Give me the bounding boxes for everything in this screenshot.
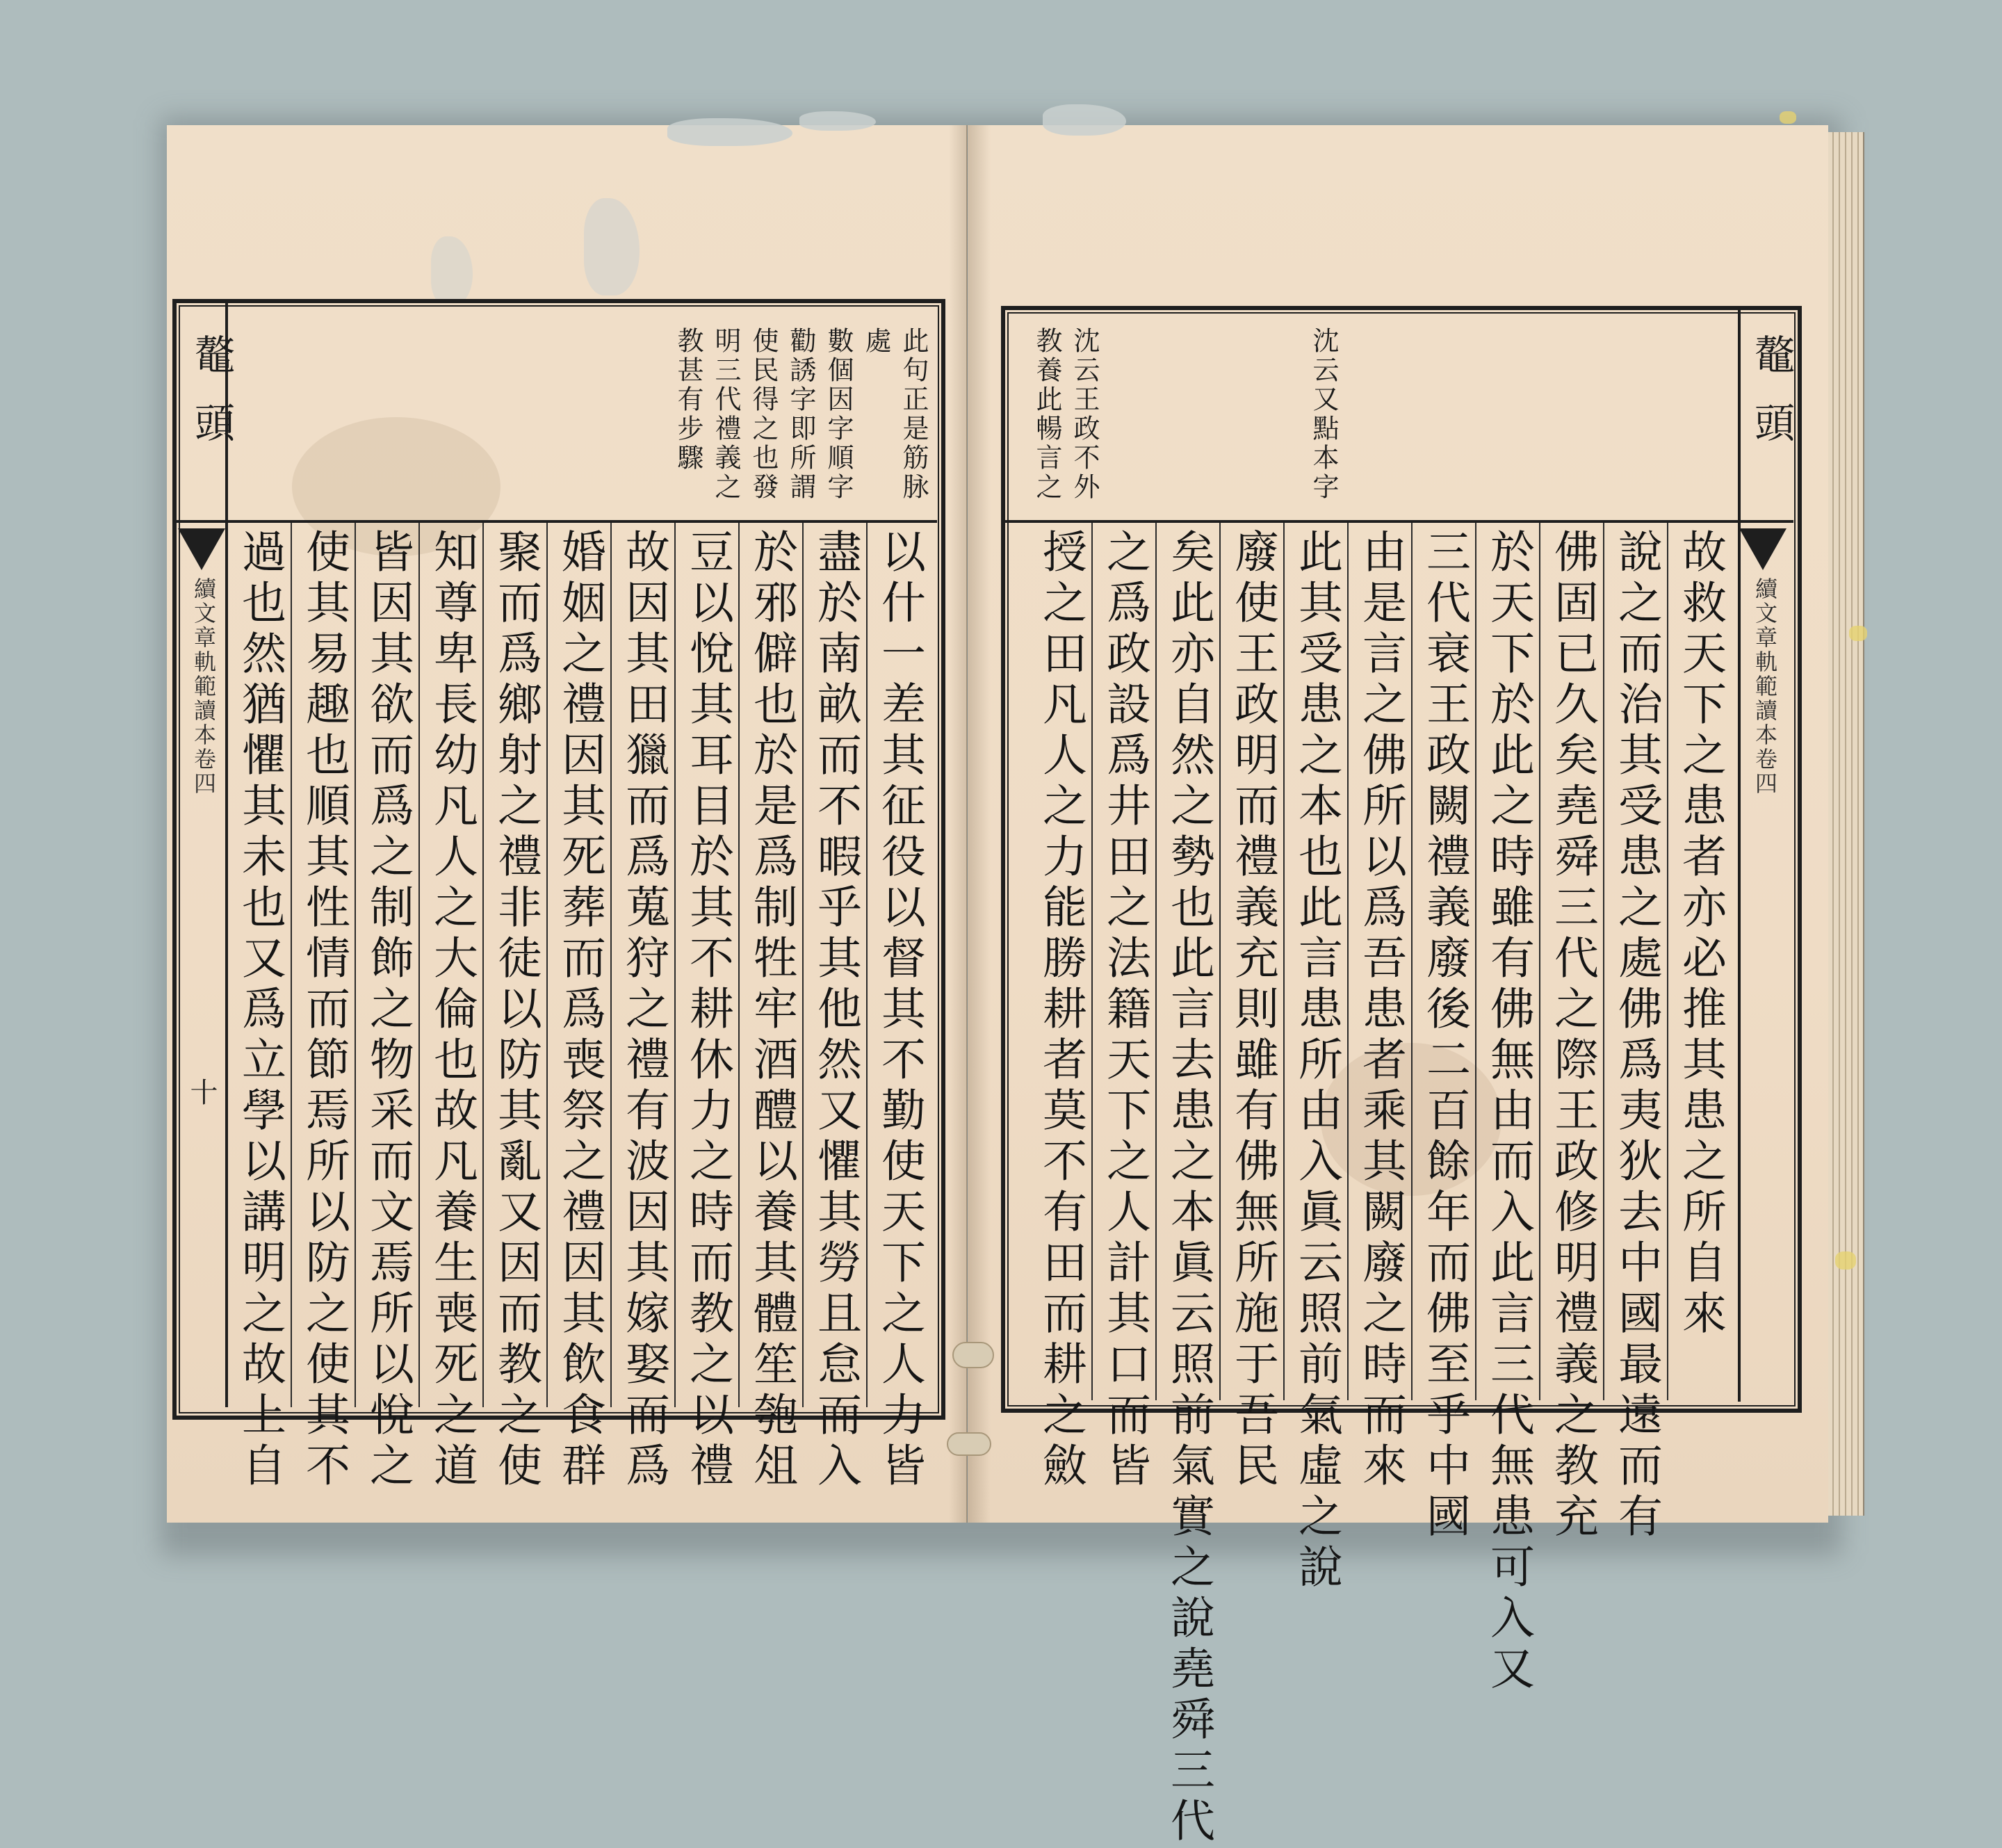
right-head-notes-band [1005, 310, 1793, 523]
text-column: 由是言之佛所以爲吾患者乘其闕廢之時而來 [1355, 528, 1406, 1493]
text-column: 故因其田獵而爲蒐狩之禮有波因其嫁娶而爲 [618, 528, 669, 1493]
column-rule [418, 523, 420, 1407]
right-side-strip [1738, 310, 1789, 1402]
left-side-title: 鼇頭 [188, 334, 235, 470]
column-rule [291, 523, 292, 1407]
text-column: 三代衰王政闕禮義廢後二百餘年而佛至乎中國 [1419, 528, 1470, 1543]
head-note: 明三代禮義之 [710, 327, 741, 502]
binding-thread [952, 1342, 994, 1368]
text-column: 皆因其欲而爲之制飾之物采而文焉所以悅之 [362, 528, 414, 1493]
paper-tear [667, 118, 792, 146]
fish-tail-mark [1739, 528, 1787, 570]
text-column: 於邪僻也於是爲制牲牢酒醴以養其體笙匏俎 [746, 528, 797, 1493]
head-note: 勸誘字即所謂 [786, 327, 816, 502]
text-column: 故救天下之患者亦必推其患之所自來 [1675, 528, 1726, 1340]
text-column: 使其易趣也順其性情而節焉所以防之使其不 [298, 528, 350, 1493]
text-column: 此其受患之本也此言患所由入眞云照前氣虛之說 [1291, 528, 1342, 1594]
paper-tear [799, 111, 876, 131]
column-rule [1283, 523, 1285, 1400]
column-rule [1411, 523, 1413, 1400]
column-rule [866, 523, 868, 1407]
column-rule [610, 523, 612, 1407]
text-column: 授之田凡人之力能勝耕者莫不有田而耕之斂 [1035, 528, 1087, 1493]
right-side-title: 鼇頭 [1748, 334, 1795, 470]
column-rule [674, 523, 676, 1407]
column-rule [1539, 523, 1540, 1400]
column-rule [802, 523, 804, 1407]
column-rule [1155, 523, 1157, 1400]
text-column: 之爲政設爲井田之法籍天下之人計其口而皆 [1099, 528, 1150, 1493]
text-column: 知尊卑長幼凡人之大倫也故凡養生喪死之道 [426, 528, 478, 1493]
text-column: 佛固已久矣堯舜三代之際王政修明禮義之教充 [1547, 528, 1598, 1543]
text-column: 以什一差其征役以督其不勤使天下之人力皆 [874, 528, 925, 1493]
paper-flake [1849, 626, 1867, 641]
text-column: 過也然猶懼其未也又爲立學以講明之故上自 [234, 528, 286, 1493]
text-column: 廢使王政明而禮義充則雖有佛無所施于吾民 [1227, 528, 1278, 1493]
left-side-subtitle: 續文章軌範讀本卷四 [190, 577, 217, 796]
column-rule [1347, 523, 1349, 1400]
head-note: 沈云又點本字 [1308, 327, 1339, 502]
head-note: 教甚有步驟 [673, 327, 703, 473]
page-number: 十 [186, 1078, 218, 1105]
head-note: 此句正是筋脉 [898, 327, 929, 502]
fish-tail-mark [178, 528, 225, 570]
text-column: 盡於南畝而不暇乎其他然又懼其勞且怠而入 [810, 528, 861, 1493]
column-rule [1667, 523, 1668, 1400]
column-rule [1091, 523, 1093, 1400]
text-column: 說之而治其受患之處佛爲夷狄去中國最遠而有 [1611, 528, 1662, 1543]
paper-tear [1043, 104, 1126, 136]
text-column: 聚而爲鄉射之禮非徒以防其亂又因而教之使 [490, 528, 542, 1493]
column-rule [355, 523, 356, 1407]
column-rule [546, 523, 548, 1407]
column-rule [738, 523, 740, 1407]
text-column: 矣此亦自然之勢也此言去患之本眞云照前氣實之說堯舜三代 [1163, 528, 1214, 1848]
paper-flake [1835, 1251, 1856, 1270]
book-gutter [949, 125, 991, 1523]
column-rule [1219, 523, 1221, 1400]
head-note: 處 [861, 327, 891, 356]
head-note: 教養此暢言之 [1032, 327, 1062, 502]
head-note: 使民得之也發 [748, 327, 779, 502]
paper-flake [1780, 111, 1796, 124]
text-column: 豆以悅其耳目於其不耕休力之時而教之以禮 [682, 528, 733, 1493]
binding-thread [947, 1432, 991, 1456]
head-note: 沈云王政不外 [1069, 327, 1100, 502]
head-note: 數個因字順字 [823, 327, 854, 502]
column-rule [482, 523, 484, 1407]
text-column: 婚姻之禮因其死葬而爲喪祭之禮因其飲食群 [554, 528, 605, 1493]
column-rule [1475, 523, 1476, 1400]
text-column: 於天下於此之時雖有佛無由而入此言三代無患可入又 [1483, 528, 1534, 1696]
right-side-subtitle: 續文章軌範讀本卷四 [1752, 577, 1778, 796]
column-rule [1603, 523, 1604, 1400]
